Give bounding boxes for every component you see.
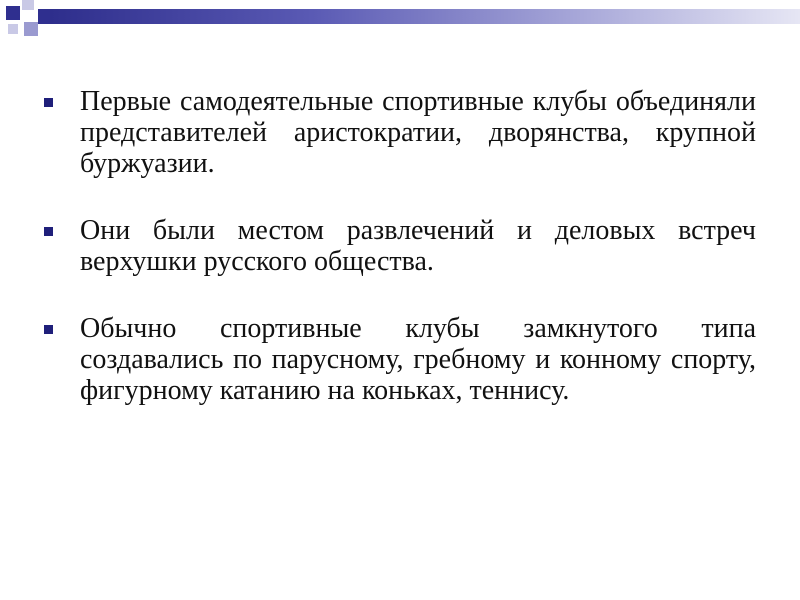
bullet-item bbox=[44, 86, 756, 179]
corner-square-decoration bbox=[6, 6, 20, 20]
square-bullet-icon bbox=[44, 325, 53, 334]
square-bullet-icon bbox=[44, 98, 53, 107]
corner-square-decoration bbox=[38, 9, 50, 24]
square-bullet-icon bbox=[44, 227, 53, 236]
corner-square-decoration bbox=[8, 24, 18, 34]
bullet-text: Они были местом развлечений и деловых встреч верхушки русского общества. bbox=[80, 215, 756, 277]
bullet-text: Обычно спортивные клубы замкнутого типа создавались по парусному, гребному и конному спорту, фигурному катанию на коньках, теннису. bbox=[80, 313, 756, 406]
bullet-item bbox=[44, 313, 756, 406]
corner-square-decoration bbox=[24, 22, 38, 36]
bullet-list bbox=[44, 86, 756, 442]
corner-square-decoration bbox=[22, 0, 34, 10]
header-band-decoration bbox=[50, 9, 800, 24]
bullet-item bbox=[44, 215, 756, 277]
bullet-text: Первые самодеятельные спортивные клубы объединяли представителей аристократии, дворянства, крупной буржуазии. bbox=[80, 86, 756, 179]
